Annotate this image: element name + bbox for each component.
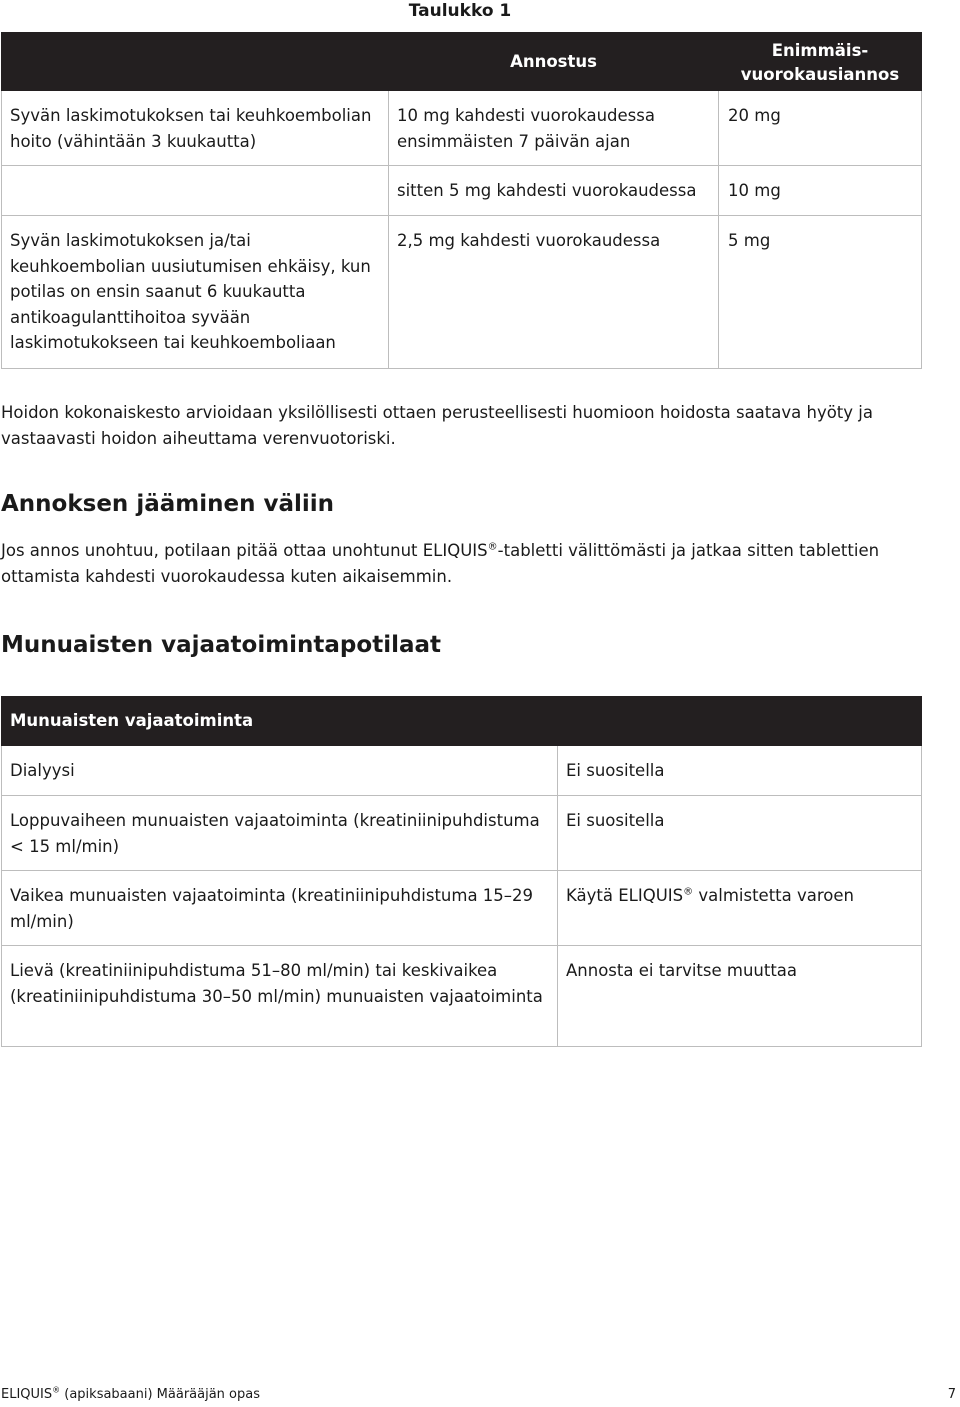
page-number: 7 — [947, 1387, 956, 1402]
advice-text-b: valmistetta varoen — [693, 886, 854, 905]
dose-cell: 10 mg kahdesti vuorokaudessa ensimmäisten 7 päivän ajan — [389, 91, 719, 166]
table-header-row — [2, 697, 922, 746]
max-dose-cell: 10 mg — [719, 166, 922, 216]
indication-cell: Syvän laskimotukoksen tai keuhkoembolian hoito (vähintään 3 kuukautta) — [2, 91, 389, 166]
advice-cell: Annosta ei tarvitse muuttaa — [558, 946, 922, 1047]
treatment-duration-paragraph: Hoidon kokonaiskesto arvioidaan yksilöllisesti ottaen perusteellisesti huomioon hoidosta saatava hyöty ja vastaavasti hoidon aiheuttama verenvuotoriski. — [1, 403, 873, 448]
table-row — [2, 871, 922, 946]
missed-dose-text-a: Jos annos unohtuu, potilaan pitää ottaa unohtunut ELIQUIS — [1, 541, 488, 560]
renal-heading: Munuaisten vajaatoimintapotilaat — [1, 632, 441, 658]
header-max-line1: Enimmäis- — [771, 41, 869, 60]
registered-mark: ® — [52, 1385, 61, 1395]
advice-text-a: Käytä ELIQUIS — [566, 886, 684, 905]
header-indication — [2, 33, 389, 91]
condition-cell: Dialyysi — [2, 746, 558, 796]
table-row — [2, 946, 922, 1047]
dose-cell: 2,5 mg kahdesti vuorokaudessa — [389, 216, 719, 369]
header-max-daily-dose — [719, 33, 922, 91]
max-dose-cell: 5 mg — [719, 216, 922, 369]
missed-dose-paragraph — [1, 538, 923, 589]
condition-cell: Loppuvaiheen munuaisten vajaatoiminta (kreatiniinipuhdistuma < 15 ml/min) — [2, 796, 558, 871]
footer-rest: (apiksabaani) Määrääjän opas — [60, 1387, 260, 1402]
header-dose: Annostus — [389, 33, 719, 91]
renal-table-header: Munuaisten vajaatoiminta — [2, 697, 922, 746]
max-dose-cell: 20 mg — [719, 91, 922, 166]
registered-mark: ® — [487, 541, 498, 553]
table-caption: Taulukko 1 — [408, 1, 512, 21]
table-row — [2, 746, 922, 796]
advice-cell: Ei suositella — [558, 746, 922, 796]
table-header-row — [2, 33, 922, 91]
dose-cell: sitten 5 mg kahdesti vuorokaudessa — [389, 166, 719, 216]
condition-cell: Vaikea munuaisten vajaatoiminta (kreatiniinipuhdistuma 15–29 ml/min) — [2, 871, 558, 946]
table-row — [2, 796, 922, 871]
footer-title — [1, 1387, 260, 1402]
missed-dose-text-b: -tabletti välittömästi ja jatkaa sitten tablettien ottamista kahdesti vuorokaudessa kuten aikaisemmin. — [1, 541, 880, 586]
registered-mark: ® — [683, 886, 694, 898]
advice-cell — [558, 871, 922, 946]
renal-table — [1, 696, 922, 1047]
table-row — [2, 91, 922, 166]
footer-brand: ELIQUIS — [1, 1387, 53, 1402]
table-row — [2, 216, 922, 369]
table-row — [2, 166, 922, 216]
header-max-line2: vuorokausiannos — [740, 65, 900, 84]
advice-cell: Ei suositella — [558, 796, 922, 871]
indication-cell — [2, 166, 389, 216]
condition-cell: Lievä (kreatiniinipuhdistuma 51–80 ml/min) tai keskivaikea (kreatiniinipuhdistuma 30–50 ml/min) munuaisten vajaatoiminta — [2, 946, 558, 1047]
indication-cell: Syvän laskimotukoksen ja/tai keuhkoembolian uusiutumisen ehkäisy, kun potilas on ensin saanut 6 kuukautta antikoagulanttihoitoa syvään laskimotukokseen tai keuhkoemboliaan — [2, 216, 389, 369]
missed-dose-heading: Annoksen jääminen väliin — [1, 491, 334, 517]
dosage-table — [1, 32, 922, 369]
